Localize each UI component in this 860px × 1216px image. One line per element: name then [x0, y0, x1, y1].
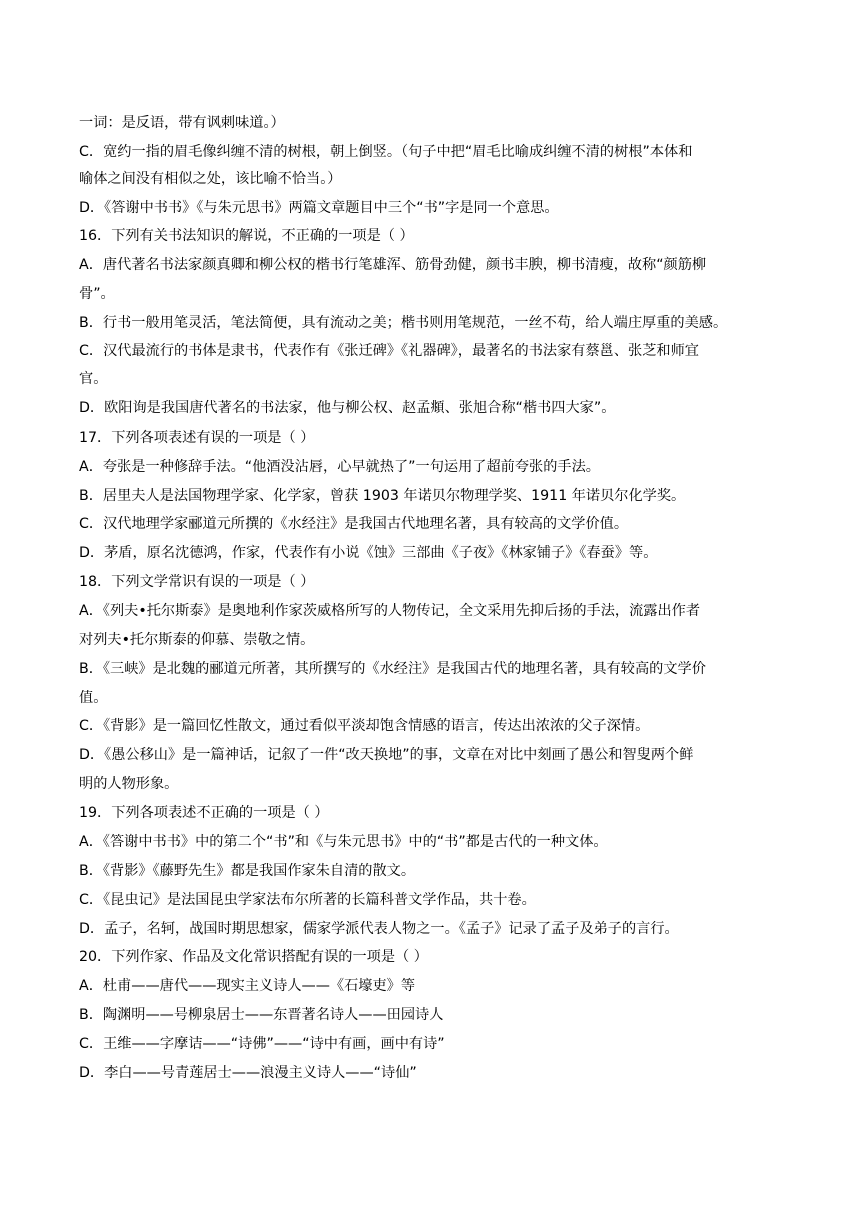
question-19-stem: 19．下列各项表述不正确的一项是（ ）: [79, 805, 329, 821]
text-line: C．王维——字摩诘——“诗佛”——“诗中有画，画中有诗”: [79, 1036, 445, 1052]
question-20-prefix: 20．下列作家、作品及文化常识搭配: [79, 949, 310, 965]
text-line: 对列夫•托尔斯泰的仰慕、崇敬之情。: [79, 632, 315, 648]
text-line: C．汉代最流行的书体是隶书，代表作有《张迁碑》《礼器碑》，最著名的书法家有蔡邕、张芝和师宜: [79, 343, 699, 359]
question-16-stem: 16．下列有关书法知识的解说，不正确的一项是（ ）: [79, 228, 414, 244]
text-line: B．陶渊明——号柳泉居士——东晋著名诗人——田园诗人: [79, 1007, 444, 1023]
text-line: C．《背影》是一篇回忆性散文，通过看似平淡却饱含情感的语言，传达出浓浓的父子深情。: [79, 718, 650, 734]
text-line: C．汉代地理学家郦道元所撰的《水经注》是我国古代地理名著，具有较高的文学价值。: [79, 516, 629, 532]
text-line: 明的人物形象。: [79, 776, 179, 792]
text-line: B．行书一般用笔灵活，笔法简便，具有流动之美；楷书则用笔规范，一丝不苟，给人端庄厚重的美感。: [79, 315, 728, 331]
text-line: A．《答谢中书书》中的第二个“书”和《与朱元思书》中的“书”都是古代的一种文体。: [79, 834, 608, 850]
question-20-stem: [79, 947, 789, 967]
text-line: D．《愚公移山》是一篇神话，记叙了一件“改天换地”的事，文章在对比中刻画了愚公和智叟两个鲜: [79, 747, 694, 763]
text-line: A．《列夫•托尔斯泰》是奥地利作家茨威格所写的人物传记，全文采用先抑后扬的手法，流露出作者: [79, 603, 701, 619]
emphasis-marked-text: 有误 · ·: [310, 949, 338, 965]
text-line: 喻体之间没有相似之处，该比喻不恰当。）: [79, 171, 342, 187]
text-line: C．宽约一指的眉毛像纠缠不清的树根，朝上倒竖。（句子中把“眉毛比喻成纠缠不清的树根”本体和: [79, 144, 693, 160]
text-line: B．《背影》《藤野先生》都是我国作家朱自清的散文。: [79, 863, 416, 879]
text-line: D．《答谢中书书》《与朱元思书》两篇文章题目中三个“书”字是同一个意思。: [79, 200, 559, 216]
text-line: 骨”。: [79, 286, 115, 302]
text-line: B．居里夫人是法国物理学家、化学家，曾获 1903 年诺贝尔物理学奖、1911 年诺贝尔化学奖。: [79, 488, 686, 504]
text-line: 官。: [79, 371, 108, 387]
text-line: 值。: [79, 690, 108, 706]
question-17-stem: 17．下列各项表述有误的一项是（ ）: [79, 430, 315, 446]
text-line: A．唐代著名书法家颜真卿和柳公权的楷书行笔雄浑、筋骨劲健，颜书丰腴，柳书清瘦，故称“颜筋柳: [79, 257, 707, 273]
text-line: 一词：是反语，带有讽刺味道。）: [79, 115, 285, 131]
text-line: A．杜甫——唐代——现实主义诗人——《石壕吏》等: [79, 978, 416, 994]
text-line: D．欧阳询是我国唐代著名的书法家，他与柳公权、赵孟頫、张旭合称“楷书四大家”。: [79, 400, 616, 416]
text-line: D．李白——号青莲居士——浪漫主义诗人——“诗仙”: [79, 1065, 417, 1081]
text-line: D．孟子，名轲，战国时期思想家，儒家学派代表人物之一。《孟子》记录了孟子及弟子的言行。: [79, 921, 679, 937]
text-line: D．茅盾，原名沈德鸿，作家，代表作有小说《蚀》三部曲《子夜》《林家铺子》《春蚕》等。: [79, 545, 658, 561]
text-line: A．夸张是一种修辞手法。“他酒没沾唇，心早就热了”一句运用了超前夸张的手法。: [79, 459, 600, 475]
question-18-stem: 18．下列文学常识有误的一项是（ ）: [79, 574, 315, 590]
question-20-suffix: 的一项是（ ）: [338, 949, 428, 965]
text-line: C．《昆虫记》是法国昆虫学家法布尔所著的长篇科普文学作品，共十卷。: [79, 892, 536, 908]
text-line: B．《三峡》是北魏的郦道元所著，其所撰写的《水经注》是我国古代的地理名著，具有较高的文学价: [79, 661, 706, 677]
